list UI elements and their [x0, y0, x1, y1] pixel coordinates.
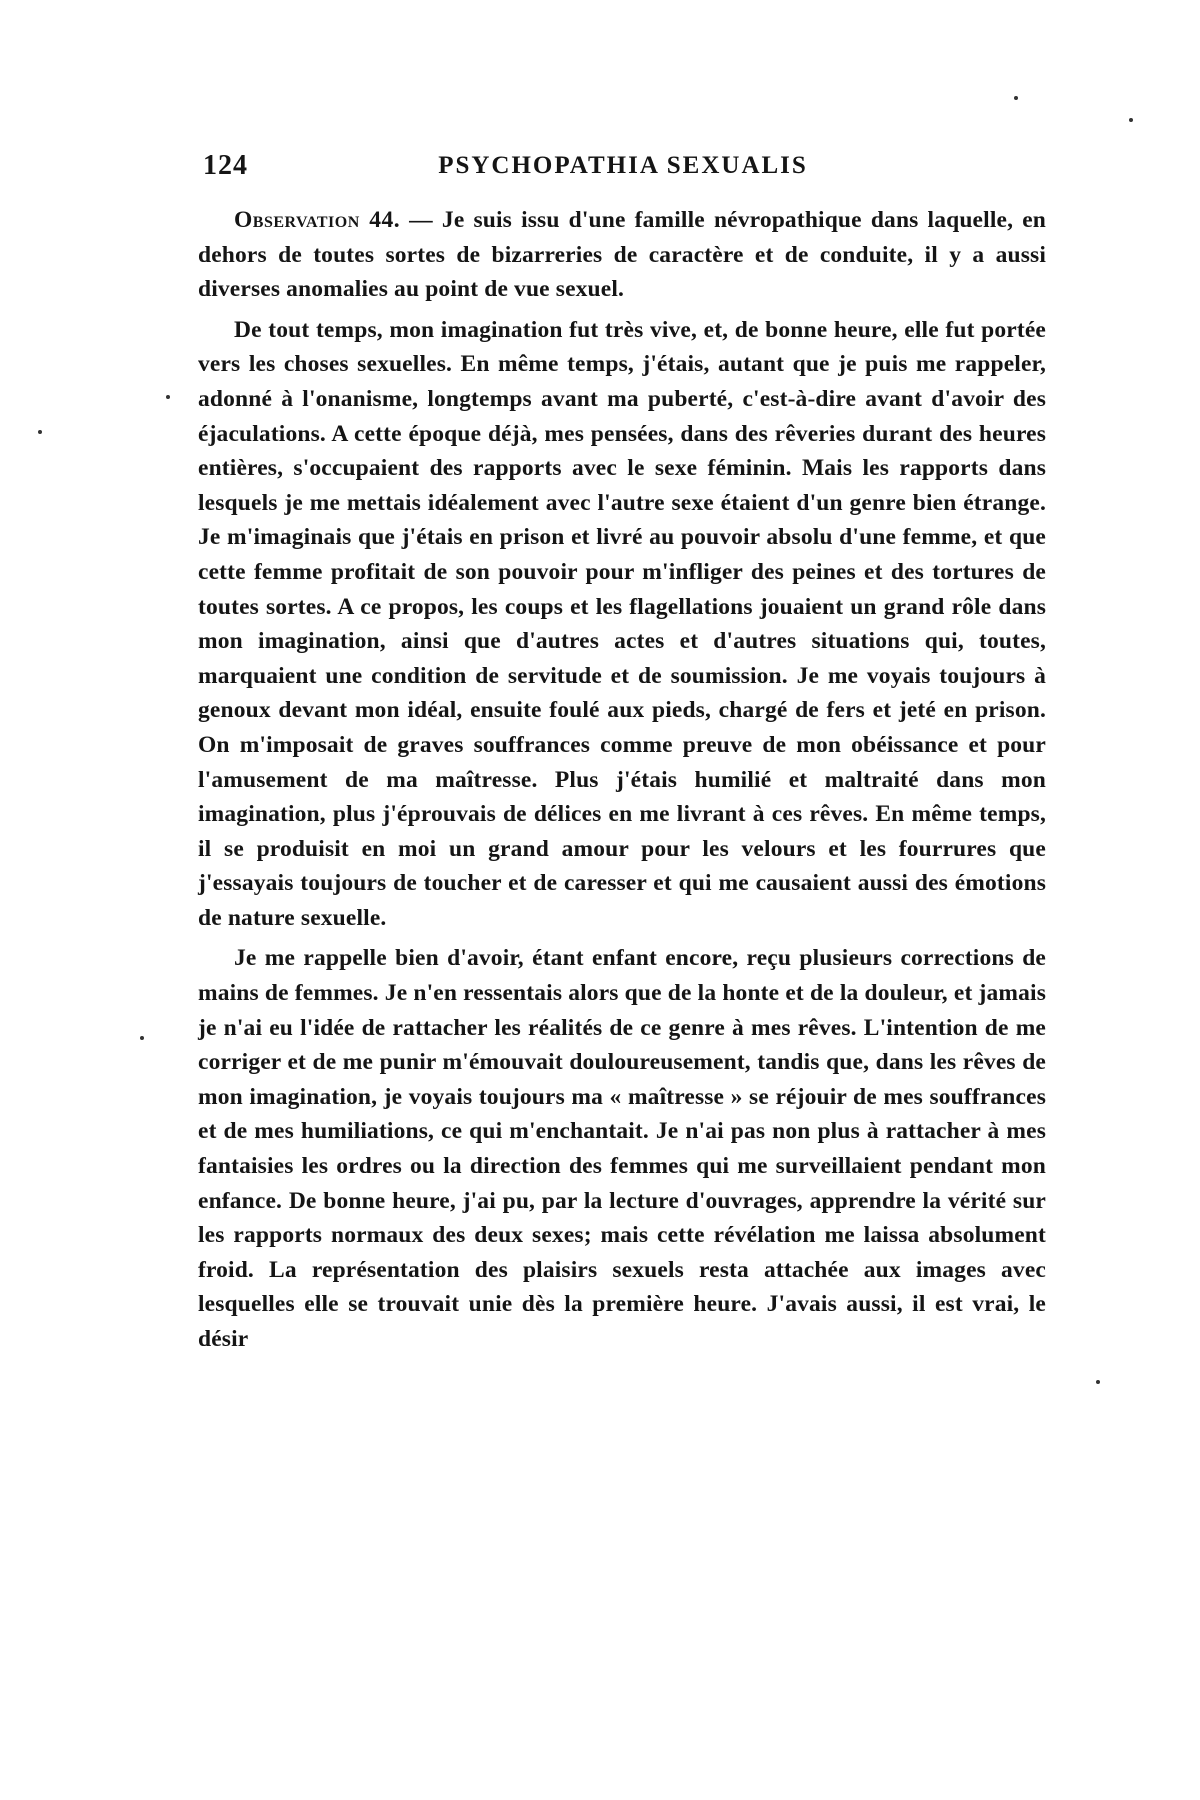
body-text	[198, 203, 1046, 1363]
scan-speck	[1014, 96, 1018, 100]
scan-speck	[140, 1036, 144, 1040]
observation-intro: — Je suis issu d'une famille névropathique dans laquelle, en dehors de toutes sortes de bizarreries de caractère et de conduite, il y a aussi diverses anomalies au point de vue sexuel.	[198, 207, 1046, 303]
observation-label: Observation 44.	[234, 207, 401, 233]
scan-speck	[1129, 118, 1133, 122]
scan-speck	[1096, 1380, 1100, 1384]
scan-speck	[166, 395, 170, 399]
running-title: PSYCHOPATHIA SEXUALIS	[438, 152, 808, 179]
paragraph-2: Je me rappelle bien d'avoir, étant enfant encore, reçu plusieurs corrections de mains de femmes. Je n'en ressentais alors que de la honte et de la douleur, et jamais je n'ai eu l'idée de rattacher les réalités de ce genre à mes rêves. L'intention de me corriger et de me punir m'émouvait douloureusement, tandis que, dans les rêves de mon imagination, je voyais toujours ma « maîtresse » se réjouir de mes souffrances et de mes humiliations, ce qui m'enchantait. Je n'ai pas non plus à rattacher à mes fantaisies les ordres ou la direction des femmes qui me surveillaient pendant mon enfance. De bonne heure, j'ai pu, par la lecture d'ouvrages, apprendre la vérité sur les rapports normaux des deux sexes; mais cette révélation me laissa absolument froid. La représentation des plaisirs sexuels resta attachée aux images avec lesquelles elle se trouvait unie dès la première heure. J'avais aussi, il est vrai, le désir	[198, 945, 1046, 1352]
paragraph-1: De tout temps, mon imagination fut très vive, et, de bonne heure, elle fut portée vers les choses sexuelles. En même temps, j'étais, autant que je puis me rappeler, adonné à l'onanisme, longtemps avant ma puberté, c'est-à-dire avant d'avoir des éjaculations. A cette époque déjà, mes pensées, dans des rêveries durant des heures entières, s'occupaient des rapports avec le sexe féminin. Mais les rapports dans lesquels je me mettais idéalement avec l'autre sexe étaient d'un genre bien étrange. Je m'imaginais que j'étais en prison et livré au pouvoir absolu d'une femme, et que cette femme profitait de son pouvoir pour m'infliger des peines et des tortures de toutes sortes. A ce propos, les coups et les flagellations jouaient un grand rôle dans mon imagination, ainsi que d'autres actes et d'autres situations qui, toutes, marquaient une condition de servitude et de soumission. Je me voyais toujours à genoux devant mon idéal, ensuite foulé aux pieds, chargé de fers et jeté en prison. On m'imposait de graves souffrances comme preuve de mon obéissance et pour l'amusement de ma maîtresse. Plus j'étais humilié et maltraité dans mon imagination, plus j'éprouvais de délices en me livrant à ces rêves. En même temps, il se produisit en moi un grand amour pour les velours et les fourrures que j'essayais toujours de toucher et de caresser et qui me causaient aussi des émotions de nature sexuelle.	[198, 316, 1046, 931]
page-number: 124	[203, 150, 248, 181]
observation-paragraph	[198, 203, 1046, 307]
page-header	[203, 150, 1043, 190]
scan-speck	[38, 430, 42, 434]
